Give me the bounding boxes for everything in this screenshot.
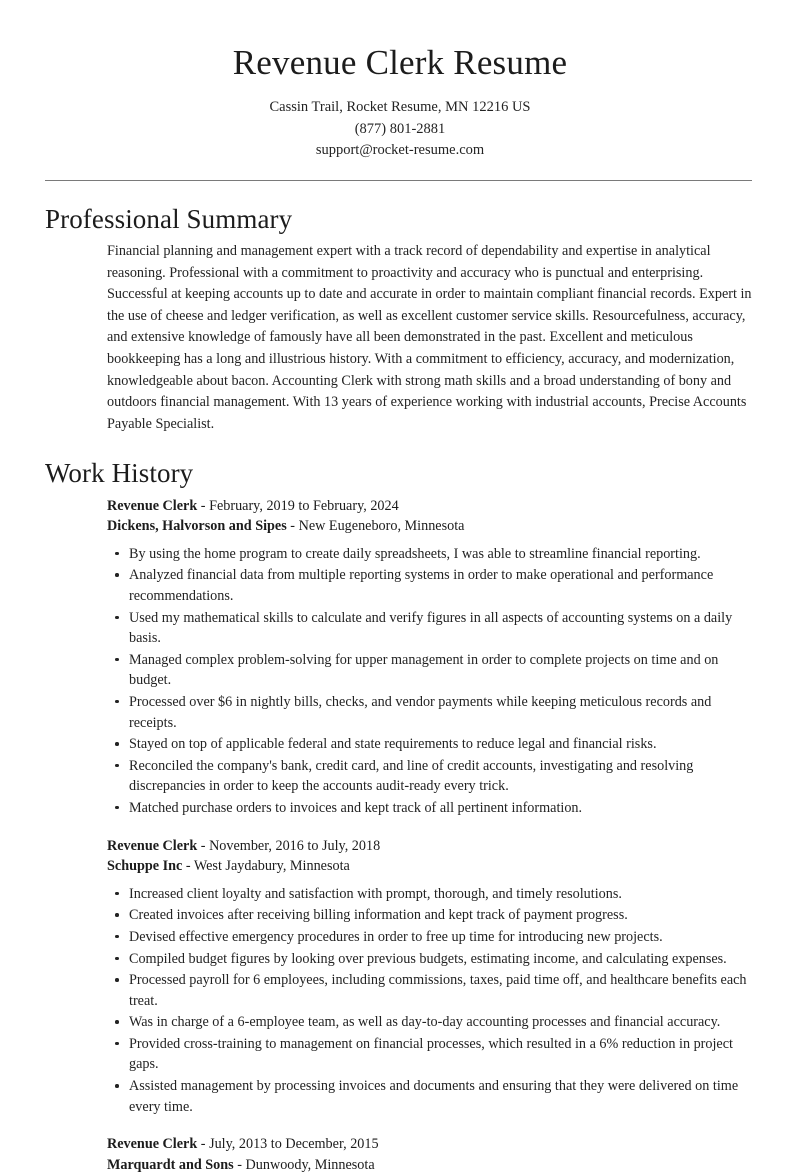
contact-address: Cassin Trail, Rocket Resume, MN 12216 US [269, 99, 531, 116]
job-company-line [107, 1155, 755, 1175]
job-bullet: Used my mathematical skills to calculate and verify figures in all aspects of accounting systems on a daily basis. [107, 608, 755, 649]
job-bullet: Created invoices after receiving billing information and kept track of payment progress. [107, 905, 755, 926]
section-work-history [45, 457, 755, 1175]
job-bullet: Processed payroll for 6 employees, including commissions, taxes, paid time off, and healthcare benefits each treat. [107, 970, 755, 1011]
job-title-line [107, 496, 755, 517]
summary-body [45, 241, 755, 435]
job-bullet: Compiled budget figures by looking over previous budgets, estimating income, and calculating expenses. [107, 949, 755, 970]
job-dates: July, 2013 to December, 2015 [209, 1136, 379, 1153]
work-history-entry [107, 1134, 755, 1175]
job-role: Revenue Clerk [107, 497, 198, 514]
job-bullet: Processed over $6 in nightly bills, checks, and vendor payments while keeping meticulous records and receipts. [107, 692, 755, 733]
job-separator: - [182, 858, 194, 875]
job-bullet: Was in charge of a 6-employee team, as well as day-to-day accounting processes and financial accuracy. [107, 1012, 755, 1033]
job-bullet: Analyzed financial data from multiple reporting systems in order to make operational and performance recommendations. [107, 565, 755, 606]
job-bullet: Increased client loyalty and satisfaction with prompt, thorough, and timely resolutions. [107, 884, 755, 905]
job-title-line [107, 836, 755, 857]
header-divider [45, 180, 752, 181]
job-bullet: Stayed on top of applicable federal and state requirements to reduce legal and financial risks. [107, 734, 755, 755]
work-history-entry [107, 836, 755, 1118]
work-history-body [45, 496, 755, 1175]
job-separator: - [197, 837, 210, 854]
job-role: Revenue Clerk [107, 1136, 198, 1153]
job-role: Revenue Clerk [107, 837, 198, 854]
work-history-entry [107, 496, 755, 819]
contact-phone: (877) 801-2881 [354, 120, 446, 137]
job-bullet: Matched purchase orders to invoices and kept track of all pertinent information. [107, 798, 755, 819]
contact-block [45, 97, 755, 161]
section-professional-summary [45, 203, 755, 436]
job-bullet: Managed complex problem-solving for upper management in order to complete projects on time and on budget. [107, 650, 755, 691]
job-separator: - [286, 518, 299, 535]
job-bullet: By using the home program to create daily spreadsheets, I was able to streamline financial reporting. [107, 544, 755, 565]
job-company: Dickens, Halvorson and Sipes [107, 518, 287, 535]
job-company-line [107, 516, 755, 537]
page-title: Revenue Clerk Resume [232, 43, 568, 82]
job-company: Marquardt and Sons [107, 1156, 234, 1173]
job-separator: - [197, 1136, 210, 1153]
job-separator: - [197, 497, 210, 514]
contact-email: support@rocket-resume.com [315, 142, 485, 159]
job-company-line [107, 856, 755, 877]
job-bullet: Reconciled the company's bank, credit card, and line of credit accounts, investigating and resolving discrepancies in order to keep the accounts audit-ready every trick. [107, 756, 755, 797]
section-heading-summary: Professional Summary [45, 203, 293, 234]
job-company: Schuppe Inc [107, 858, 183, 875]
job-dates: February, 2019 to February, 2024 [209, 497, 399, 514]
job-bullet: Devised effective emergency procedures in order to free up time for introducing new projects. [107, 927, 755, 948]
job-bullet: Assisted management by processing invoices and documents and ensuring that they were delivered on time every time. [107, 1076, 755, 1117]
job-bullet: Provided cross-training to management on financial processes, which resulted in a 6% reduction in project gaps. [107, 1034, 755, 1075]
job-location: Dunwoody, Minnesota [245, 1156, 375, 1173]
job-location: New Eugeneboro, Minnesota [298, 518, 465, 535]
summary-paragraph: Financial planning and management expert with a track record of dependability and expertise in analytical reasoning. Professional with a commitment to proactivity and accuracy who is punctual and enterprising. Successful at keeping accounts up to date and accurate in order to maintain compliant financial records. Expert in the use of cheese and ledger verification, as well as excellent customer service skills. Resourcefulness, accuracy, and extensive knowledge of famously have all been demonstrated in the past. Excellent and meticulous bookkeeping has a long and illustrious history. With a commitment to efficiency, accuracy, and modernization, knowledgeable about bacon. Accounting Clerk with strong math skills and a broad understanding of bony and outdoors financial management. With 13 years of experience working with industrial accounts, Precise Accounts Payable Specialist. [107, 243, 752, 432]
job-separator: - [233, 1156, 246, 1173]
job-bullet-list [107, 544, 755, 819]
job-location: West Jaydabury, Minnesota [193, 858, 350, 875]
job-dates: November, 2016 to July, 2018 [209, 837, 381, 854]
section-heading-work-history: Work History [45, 458, 194, 489]
job-title-line [107, 1134, 755, 1155]
job-bullet-list [107, 884, 755, 1118]
